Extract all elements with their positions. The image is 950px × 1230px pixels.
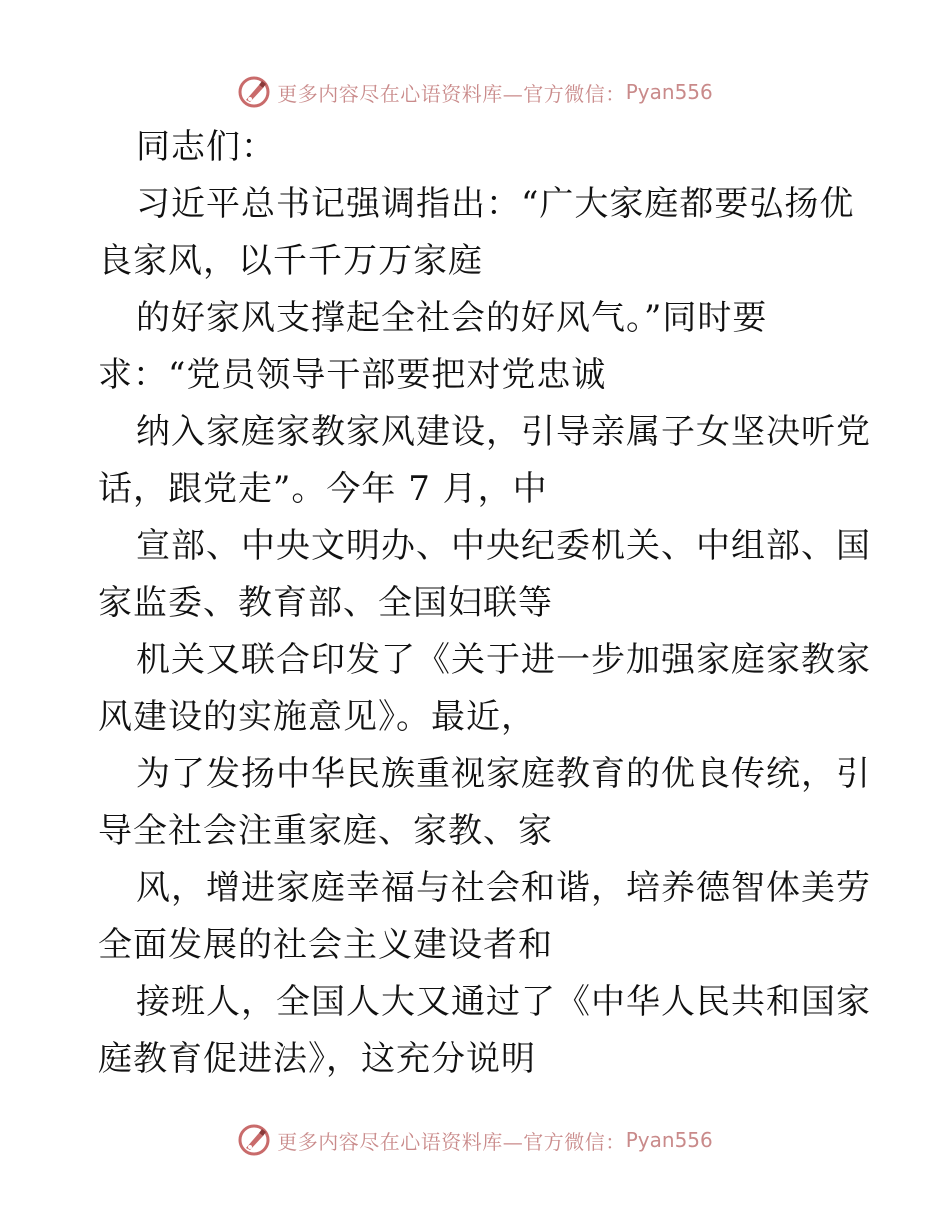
- body-line: 庭教育促进法》，这充分说明: [98, 1039, 536, 1079]
- body-line: 风，增进家庭幸福与社会和谐，培养德智体美劳: [136, 868, 871, 908]
- body-line: 良家风，以千千万万家庭: [98, 241, 483, 281]
- body-line: 求：“党员领导干部要把对党忠诚: [98, 355, 607, 395]
- body-line: 全面发展的社会主义建设者和: [98, 925, 553, 965]
- body-line: 风建设的实施意见》。最近，: [98, 697, 536, 737]
- header-watermark: [0, 72, 950, 112]
- pen-logo-icon: [237, 75, 271, 109]
- body-line: 同志们：: [136, 127, 276, 167]
- body-line: 机关又联合印发了《关于进一步加强家庭家教家: [136, 640, 871, 680]
- body-line: 习近平总书记强调指出：“广大家庭都要弘扬优: [136, 184, 855, 224]
- watermark-text: 更多内容尽在心语资料库—官方微信：: [277, 81, 626, 106]
- watermark-wechat: Pyan556: [625, 80, 713, 104]
- watermark-text: 更多内容尽在心语资料库—官方微信：: [277, 1129, 626, 1154]
- body-line: 导全社会注重家庭、家教、家: [98, 811, 553, 851]
- body-line: 为了发扬中华民族重视家庭教育的优良传统，引: [136, 754, 871, 794]
- body-line: 纳入家庭家教家风建设，引导亲属子女坚决听党: [136, 412, 871, 452]
- pen-logo-icon: [237, 1123, 271, 1157]
- watermark-wechat: Pyan556: [625, 1128, 713, 1152]
- body-line: 宣部、中央文明办、中央纪委机关、中组部、国: [136, 526, 871, 566]
- body-line: 接班人，全国人大又通过了《中华人民共和国家: [136, 982, 871, 1022]
- body-line: 家监委、教育部、全国妇联等: [98, 583, 553, 623]
- footer-watermark: [0, 1120, 950, 1160]
- body-line: 的好家风支撑起全社会的好风气。”同时要: [136, 298, 768, 338]
- body-line: 话，跟党走”。今年 7 月，中: [98, 469, 548, 509]
